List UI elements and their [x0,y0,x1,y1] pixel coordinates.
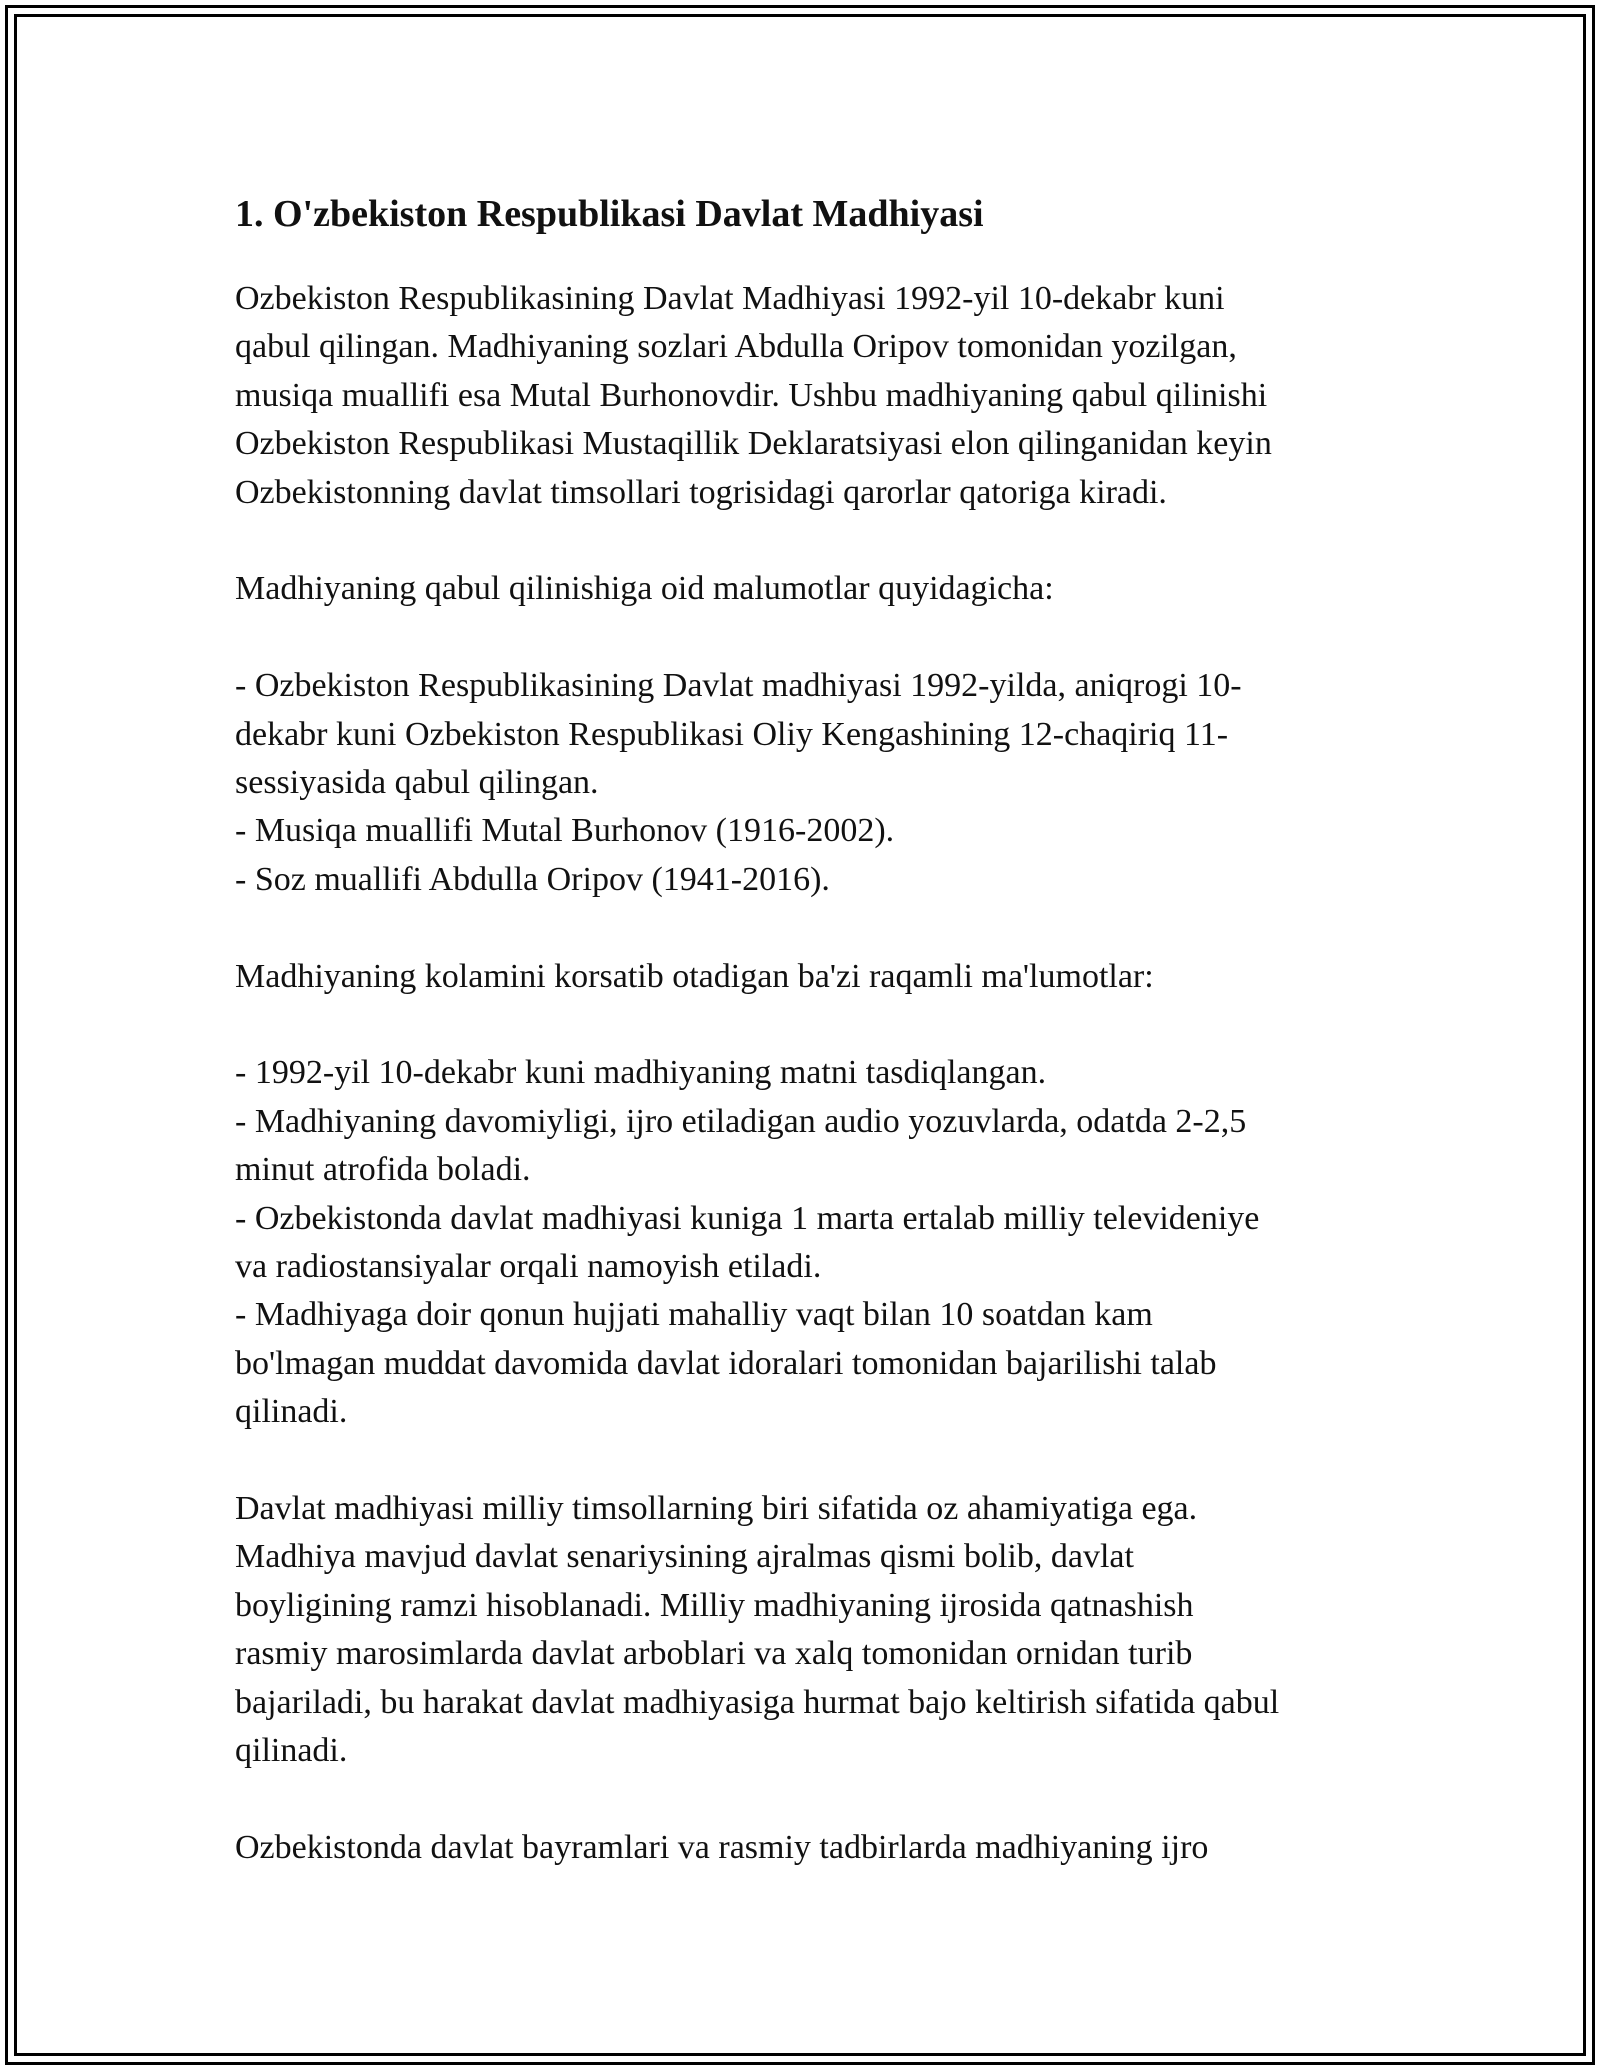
text-line: - Soz muallifi Abdulla Oripov (1941-2016). [235,860,830,898]
paragraph-numbers-list [235,1049,1375,1436]
text-line: Ozbekistonning davlat timsollari togrisidagi qarorlar qatoriga kiradi. [235,473,1167,511]
paragraph-numbers-heading [235,953,1375,1001]
text-line: Ozbekistonda davlat bayramlari va rasmiy tadbirlarda madhiyaning ijro [235,1828,1209,1866]
text-line: Davlat madhiyasi milliy timsollarning biri sifatida oz ahamiyatiga ega. [235,1490,1198,1528]
text-line: - Musiqa muallifi Mutal Burhonov (1916-2002). [235,812,895,850]
text-line: - 1992-yil 10-dekabr kuni madhiyaning matni tasdiqlangan. [235,1054,1047,1092]
document-body [235,186,1375,1872]
text-line: dekabr kuni Ozbekiston Respublikasi Oliy Kengashining 12-chaqiriq 11- [235,715,1229,753]
text-line: boyligining ramzi hisoblanadi. Milliy madhiyaning ijrosida qatnashish [235,1586,1194,1624]
text-line: - Madhiyaning davomiyligi, ijro etiladigan audio yozuvlarda, odatda 2-2,5 [235,1102,1247,1140]
paragraph-closing [235,1824,1375,1872]
text-line: Madhiya mavjud davlat senariysining ajralmas qismi bolib, davlat [235,1538,1134,1576]
text-line: qabul qilingan. Madhiyaning sozlari Abdulla Oripov tomonidan yozilgan, [235,328,1237,366]
text-line: Madhiyaning kolamini korsatib otadigan ba'zi raqamli ma'lumotlar: [235,957,1154,995]
text-line: minut atrofida boladi. [235,1151,531,1189]
text-line: - Madhiyaga doir qonun hujjati mahalliy vaqt bilan 10 soatdan kam [235,1296,1153,1334]
text-line: sessiyasida qabul qilingan. [235,764,599,802]
text-line: - Ozbekiston Respublikasining Davlat madhiyasi 1992-yilda, aniqrogi 10- [235,667,1242,705]
paragraph-spacer [235,1437,1375,1485]
text-line: - Ozbekistonda davlat madhiyasi kuniga 1 marta ertalab milliy televideniye [235,1199,1260,1237]
paragraph-intro [235,275,1375,517]
text-line: qilinadi. [235,1732,348,1770]
text-line: bajariladi, bu harakat davlat madhiyasiga hurmat bajo keltirish sifatida qabul [235,1683,1280,1721]
document-title: 1. O'zbekiston Respublikasi Davlat Madhiyasi [235,193,984,235]
text-line: bo'lmagan muddat davomida davlat idoralari tomonidan bajarilishi talab [235,1344,1217,1382]
text-line: qilinadi. [235,1393,348,1431]
paragraph-spacer [235,614,1375,662]
paragraph-adoption-heading [235,565,1375,613]
text-line: Ozbekiston Respublikasining Davlat Madhiyasi 1992-yil 10-dekabr kuni [235,280,1225,317]
paragraph-spacer [235,517,1375,565]
text-line: Madhiyaning qabul qilinishiga oid malumotlar quyidagicha: [235,570,1054,608]
paragraph-spacer [235,1776,1375,1824]
paragraph-significance [235,1485,1375,1775]
paragraph-adoption-list [235,662,1375,904]
text-line: Ozbekiston Respublikasi Mustaqillik Deklaratsiyasi elon qilinganidan keyin [235,425,1272,463]
text-line: rasmiy marosimlarda davlat arboblari va xalq tomonidan ornidan turib [235,1635,1193,1673]
paragraph-spacer [235,1001,1375,1049]
text-line: musiqa muallifi esa Mutal Burhonovdir. Ushbu madhiyaning qabul qilinishi [235,376,1268,414]
paragraph-spacer [235,904,1375,952]
text-line: va radiostansiyalar orqali namoyish etiladi. [235,1248,822,1286]
